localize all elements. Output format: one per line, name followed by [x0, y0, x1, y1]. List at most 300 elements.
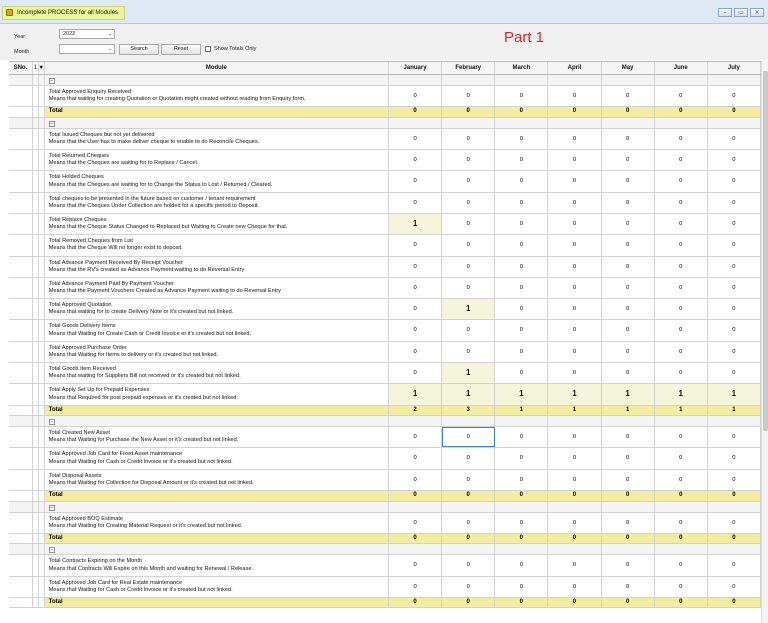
grid-header-row: [9, 61, 761, 75]
month-value-cell[interactable]: 1: [389, 214, 442, 234]
sno-cell: [9, 363, 33, 383]
month-value-cell[interactable]: 0: [442, 193, 495, 213]
month-value-cell[interactable]: 0: [389, 555, 442, 575]
sno-cell: [9, 544, 33, 554]
month-value-cell[interactable]: 1: [442, 363, 495, 383]
item-description: Means that Waiting for Items to delivery or it's created but not linked.: [48, 351, 219, 358]
year-label: Year: [14, 34, 26, 40]
item-description: Means that Waiting for Purchase the New Asset or it's created but not linked.: [48, 437, 239, 444]
module-description-cell: [45, 427, 389, 447]
module-description-cell: [45, 235, 389, 255]
month-value-cell[interactable]: 0: [495, 299, 548, 319]
item-description: Means that the RV's created as Advance Payment waiting to do Reversal Entry: [48, 266, 245, 273]
table-row[interactable]: [9, 235, 761, 256]
month-value-cell[interactable]: 0: [389, 427, 442, 447]
month-value-cell[interactable]: 0: [655, 513, 708, 533]
window-controls: [718, 8, 764, 17]
total-label: Total: [45, 534, 389, 544]
minimize-button[interactable]: [718, 8, 732, 17]
table-row[interactable]: [9, 257, 761, 278]
group-header[interactable]: [45, 416, 389, 426]
group-month-cell: [442, 544, 495, 554]
sno-cell: [9, 470, 33, 490]
module-description-cell: [45, 129, 389, 149]
chevron-down-icon: ⌄: [107, 46, 112, 52]
group-month-cell: [442, 75, 495, 85]
month-value-cell[interactable]: 0: [655, 129, 708, 149]
table-row[interactable]: [9, 129, 761, 150]
month-value-cell[interactable]: 0: [602, 86, 655, 106]
collapse-toggle-icon[interactable]: −: [50, 419, 54, 426]
item-title: Total Approved Job Card for Fixed Asset maintenance: [48, 451, 183, 458]
item-description: Means that the Cheques are waiting for to Change the Status to Lost / Returned / Cleared.: [48, 181, 273, 188]
month-value-cell[interactable]: 0: [389, 470, 442, 490]
sno-cell: [9, 129, 33, 149]
module-description-cell: [45, 257, 389, 277]
header-month-june[interactable]: June: [655, 62, 708, 74]
group-month-cell: [389, 75, 442, 85]
maximize-button[interactable]: [734, 8, 748, 17]
sno-cell: [9, 171, 33, 191]
item-title: Total Issued Cheques but not yet delivered: [48, 131, 155, 138]
month-value-cell[interactable]: 0: [548, 214, 601, 234]
group-month-cell: [495, 75, 548, 85]
month-value-cell[interactable]: 0: [495, 555, 548, 575]
month-value-cell[interactable]: 0: [442, 257, 495, 277]
month-value-cell[interactable]: 0: [389, 363, 442, 383]
total-value-cell: 2: [389, 406, 442, 416]
month-value-cell[interactable]: 0: [548, 470, 601, 490]
month-value-cell[interactable]: 0: [389, 299, 442, 319]
total-value-cell: 0: [708, 107, 761, 117]
app-icon: [6, 9, 13, 16]
month-value-cell[interactable]: 0: [708, 129, 761, 149]
month-value-cell[interactable]: 0: [548, 129, 601, 149]
group-month-cell: [495, 544, 548, 554]
filter-icon: ▾: [39, 65, 43, 71]
sno-cell: [9, 384, 33, 404]
total-value-cell: 0: [495, 107, 548, 117]
month-value-cell[interactable]: 0: [389, 320, 442, 340]
month-value-cell[interactable]: 0: [655, 235, 708, 255]
month-value-cell[interactable]: 0: [442, 555, 495, 575]
total-value-cell: 0: [389, 534, 442, 544]
module-description-cell: [45, 448, 389, 468]
month-value-cell[interactable]: 0: [495, 427, 548, 447]
group-row[interactable]: [9, 502, 761, 513]
month-value-cell[interactable]: 0: [389, 193, 442, 213]
group-month-cell: [655, 75, 708, 85]
month-value-cell[interactable]: 0: [602, 513, 655, 533]
total-value-cell: 3: [442, 406, 495, 416]
total-value-cell: 0: [389, 491, 442, 501]
month-value-cell[interactable]: 0: [602, 299, 655, 319]
month-select[interactable]: [59, 44, 115, 54]
group-month-cell: [708, 416, 761, 426]
total-value-cell: 0: [548, 598, 601, 608]
month-value-cell[interactable]: 0: [548, 448, 601, 468]
header-sno[interactable]: SNo.: [9, 62, 33, 74]
search-button[interactable]: Search: [119, 44, 159, 55]
table-row[interactable]: [9, 299, 761, 320]
month-value-cell[interactable]: 0: [495, 278, 548, 298]
item-title: Total cheques to be presented in the future based on customer / tenant requirement: [48, 195, 256, 202]
month-value-cell[interactable]: 0: [708, 470, 761, 490]
header-indicator[interactable]: 1: [33, 62, 39, 74]
month-value-cell[interactable]: 0: [495, 513, 548, 533]
month-value-cell[interactable]: 0: [602, 235, 655, 255]
month-value-cell[interactable]: 1: [442, 299, 495, 319]
month-value-cell[interactable]: 0: [548, 363, 601, 383]
month-value-cell[interactable]: 0: [708, 150, 761, 170]
month-value-cell[interactable]: 0: [708, 342, 761, 362]
module-description-cell: [45, 384, 389, 404]
month-value-cell[interactable]: 0: [548, 427, 601, 447]
total-value-cell: 0: [708, 491, 761, 501]
sno-cell: [9, 75, 33, 85]
total-row: [9, 406, 761, 417]
month-value-cell[interactable]: 0: [655, 363, 708, 383]
table-row[interactable]: [9, 555, 761, 576]
month-value-cell[interactable]: 0: [655, 470, 708, 490]
month-value-cell[interactable]: 0: [495, 320, 548, 340]
group-month-cell: [708, 118, 761, 128]
header-module[interactable]: Module: [45, 62, 389, 74]
module-description-cell: [45, 363, 389, 383]
month-value-cell[interactable]: 0: [655, 214, 708, 234]
month-value-cell[interactable]: 0: [442, 278, 495, 298]
month-value-cell[interactable]: 0: [548, 299, 601, 319]
item-description: Means that the Cheque Status Changed to Replaced but Waiting to Create new Cheque for that.: [48, 224, 288, 231]
month-value-cell[interactable]: 0: [708, 86, 761, 106]
month-value-cell[interactable]: 0: [495, 448, 548, 468]
header-month-january[interactable]: January: [389, 62, 442, 74]
item-description: Means that waiting for creating Quotation or Quotation might created without reading from Enquiry form.: [48, 96, 306, 103]
month-value-cell[interactable]: 0: [442, 577, 495, 597]
month-value-cell[interactable]: 1: [708, 384, 761, 404]
table-row[interactable]: [9, 171, 761, 192]
table-row[interactable]: [9, 86, 761, 107]
month-value-cell[interactable]: 0: [708, 427, 761, 447]
month-value-cell[interactable]: 0: [442, 448, 495, 468]
table-row[interactable]: [9, 470, 761, 491]
month-value-cell[interactable]: 0: [548, 171, 601, 191]
group-month-cell: [708, 75, 761, 85]
sno-cell: [9, 118, 33, 128]
item-title: Total Approved Enquiry Received: [48, 89, 132, 95]
month-value-cell[interactable]: 0: [655, 427, 708, 447]
month-value-cell[interactable]: 0: [389, 257, 442, 277]
group-month-cell: [389, 544, 442, 554]
item-description: Means that Waiting for Collection for Disposal Amount or it's created but not linked.: [48, 479, 254, 486]
table-row[interactable]: [9, 448, 761, 469]
module-description-cell: [45, 577, 389, 597]
month-value-cell[interactable]: 0: [708, 299, 761, 319]
total-value-cell: 0: [495, 534, 548, 544]
collapse-toggle-icon[interactable]: −: [50, 120, 54, 127]
table-row[interactable]: [9, 214, 761, 235]
month-value-cell[interactable]: 0: [548, 278, 601, 298]
month-value-cell[interactable]: 0: [495, 150, 548, 170]
item-description: Means that the Cheque Will no longer exist to deposit.: [48, 245, 183, 252]
month-value-cell[interactable]: 1: [602, 384, 655, 404]
month-value-cell[interactable]: 0: [495, 470, 548, 490]
sno-cell: [9, 427, 33, 447]
month-value-cell[interactable]: 0: [708, 513, 761, 533]
month-value-cell[interactable]: 0: [708, 555, 761, 575]
month-value-cell[interactable]: 0: [602, 363, 655, 383]
month-value-cell[interactable]: 0: [548, 577, 601, 597]
group-month-cell: [602, 502, 655, 512]
table-row[interactable]: [9, 427, 761, 448]
group-row[interactable]: [9, 118, 761, 129]
item-title: Total Goods Delivery Items: [48, 323, 116, 330]
process-grid: [9, 61, 761, 608]
month-value-cell[interactable]: 0: [655, 320, 708, 340]
month-value-cell[interactable]: 0: [602, 257, 655, 277]
module-description-cell: [45, 86, 389, 106]
month-value-cell[interactable]: 0: [708, 193, 761, 213]
month-value-cell[interactable]: 0: [655, 86, 708, 106]
group-row[interactable]: [9, 75, 761, 86]
group-month-cell: [389, 118, 442, 128]
month-value-cell[interactable]: 0: [708, 363, 761, 383]
month-value-cell[interactable]: 0: [495, 129, 548, 149]
group-header[interactable]: [45, 118, 389, 128]
group-month-cell: [548, 75, 601, 85]
month-value-cell[interactable]: 0: [389, 235, 442, 255]
month-value-cell[interactable]: 0: [495, 214, 548, 234]
sno-cell: [9, 406, 33, 416]
month-value-cell[interactable]: 0: [655, 299, 708, 319]
item-description: Means that Waiting for Cash or Credit Invoice or it's created but not linked.: [48, 458, 233, 465]
month-value-cell[interactable]: 0: [495, 342, 548, 362]
total-value-cell: 0: [548, 107, 601, 117]
group-row[interactable]: [9, 416, 761, 427]
month-value-cell[interactable]: 0: [442, 427, 495, 447]
month-value-cell[interactable]: 0: [708, 448, 761, 468]
month-value-cell[interactable]: 0: [708, 214, 761, 234]
total-value-cell: 0: [442, 107, 495, 117]
header-month-may[interactable]: May: [602, 62, 655, 74]
total-row: [9, 491, 761, 502]
total-value-cell: 0: [495, 491, 548, 501]
month-value-cell[interactable]: 0: [655, 577, 708, 597]
group-month-cell: [655, 502, 708, 512]
month-value-cell[interactable]: 0: [602, 577, 655, 597]
scrollbar-thumb[interactable]: [763, 71, 768, 431]
month-value-cell[interactable]: 0: [389, 342, 442, 362]
month-value-cell[interactable]: 0: [548, 86, 601, 106]
month-value-cell[interactable]: 0: [602, 342, 655, 362]
close-button[interactable]: [750, 8, 764, 17]
table-row[interactable]: [9, 384, 761, 405]
month-value-cell[interactable]: 0: [495, 577, 548, 597]
month-value-cell[interactable]: 0: [442, 320, 495, 340]
month-value-cell[interactable]: 0: [548, 257, 601, 277]
table-row[interactable]: [9, 320, 761, 341]
month-value-cell[interactable]: 0: [495, 257, 548, 277]
month-value-cell[interactable]: 0: [655, 342, 708, 362]
month-value-cell[interactable]: 0: [442, 86, 495, 106]
group-header[interactable]: [45, 544, 389, 554]
month-value-cell[interactable]: 1: [655, 384, 708, 404]
month-value-cell[interactable]: 0: [495, 86, 548, 106]
item-title: Total Approved BOQ Estimate: [48, 515, 124, 522]
month-value-cell[interactable]: 0: [655, 555, 708, 575]
month-value-cell[interactable]: 0: [442, 171, 495, 191]
header-month-april[interactable]: April: [548, 62, 601, 74]
collapse-toggle-icon[interactable]: −: [50, 547, 54, 554]
collapse-toggle-icon[interactable]: −: [50, 78, 54, 84]
month-value-cell[interactable]: 0: [389, 150, 442, 170]
month-value-cell[interactable]: 0: [602, 193, 655, 213]
total-label: Total: [45, 491, 389, 501]
month-value-cell[interactable]: 0: [442, 129, 495, 149]
table-row[interactable]: [9, 342, 761, 363]
table-row[interactable]: [9, 363, 761, 384]
month-value-cell[interactable]: 0: [548, 235, 601, 255]
sno-cell: [9, 235, 33, 255]
month-value-cell[interactable]: 0: [655, 278, 708, 298]
table-row[interactable]: [9, 193, 761, 214]
header-month-march[interactable]: March: [495, 62, 548, 74]
month-value-cell[interactable]: 0: [602, 320, 655, 340]
month-value-cell[interactable]: 0: [655, 257, 708, 277]
window-title-chip: [2, 6, 125, 20]
month-value-cell[interactable]: 0: [602, 448, 655, 468]
month-value-cell[interactable]: 0: [442, 235, 495, 255]
month-value-cell[interactable]: 0: [708, 278, 761, 298]
month-value-cell[interactable]: 0: [495, 235, 548, 255]
total-value-cell: 1: [708, 406, 761, 416]
month-value-cell[interactable]: 0: [602, 214, 655, 234]
total-value-cell: 0: [708, 534, 761, 544]
group-month-cell: [548, 502, 601, 512]
table-row[interactable]: [9, 278, 761, 299]
item-title: Total Contracts Expiring on the Month: [48, 558, 142, 565]
month-value-cell[interactable]: 0: [602, 427, 655, 447]
filter-bar: [0, 24, 768, 60]
group-month-cell: [602, 118, 655, 128]
month-value-cell[interactable]: 0: [548, 193, 601, 213]
month-value-cell[interactable]: 0: [602, 278, 655, 298]
month-value-cell[interactable]: 0: [602, 171, 655, 191]
month-value-cell[interactable]: 0: [708, 320, 761, 340]
table-row[interactable]: [9, 577, 761, 598]
sno-cell: [9, 214, 33, 234]
group-month-cell: [442, 118, 495, 128]
month-value-cell[interactable]: 0: [442, 470, 495, 490]
month-value-cell[interactable]: 0: [708, 577, 761, 597]
month-value-cell[interactable]: 0: [602, 555, 655, 575]
total-value-cell: 0: [655, 107, 708, 117]
month-value-cell[interactable]: 0: [602, 129, 655, 149]
sno-cell: [9, 448, 33, 468]
module-description-cell: [45, 342, 389, 362]
total-value-cell: 0: [655, 491, 708, 501]
month-value-cell[interactable]: 0: [495, 193, 548, 213]
module-description-cell: [45, 278, 389, 298]
month-value-cell[interactable]: 0: [708, 257, 761, 277]
sno-cell: [9, 107, 33, 117]
group-header[interactable]: [45, 502, 389, 512]
total-value-cell: 0: [655, 598, 708, 608]
header-month-july[interactable]: July: [708, 62, 761, 74]
reset-button[interactable]: Reset: [161, 44, 201, 55]
month-value-cell[interactable]: 0: [389, 448, 442, 468]
month-value-cell[interactable]: 0: [655, 193, 708, 213]
month-value-cell[interactable]: 0: [548, 513, 601, 533]
vertical-scrollbar[interactable]: [761, 61, 768, 623]
show-totals-checkbox[interactable]: [205, 46, 211, 52]
header-month-february[interactable]: February: [442, 62, 495, 74]
module-description-cell: [45, 555, 389, 575]
month-value-cell[interactable]: 0: [548, 342, 601, 362]
sno-cell: [9, 491, 33, 501]
total-row: [9, 107, 761, 118]
month-value-cell[interactable]: 0: [655, 150, 708, 170]
year-select[interactable]: [59, 29, 115, 39]
month-value-cell[interactable]: 0: [708, 235, 761, 255]
month-value-cell[interactable]: 0: [389, 577, 442, 597]
month-value-cell[interactable]: 1: [389, 384, 442, 404]
month-value-cell[interactable]: 0: [655, 171, 708, 191]
month-value-cell[interactable]: 0: [602, 470, 655, 490]
sno-cell: [9, 320, 33, 340]
sno-cell: [9, 534, 33, 544]
sno-cell: [9, 193, 33, 213]
month-value-cell[interactable]: 0: [442, 214, 495, 234]
maximize-icon: ▭: [738, 9, 744, 16]
table-row[interactable]: [9, 513, 761, 534]
month-value-cell[interactable]: 0: [389, 513, 442, 533]
month-value-cell[interactable]: 0: [442, 150, 495, 170]
month-value-cell[interactable]: 1: [442, 384, 495, 404]
group-month-cell: [495, 118, 548, 128]
month-value-cell[interactable]: 0: [442, 513, 495, 533]
item-description: Means that the User has to make deliver cheque to enable to do Reconcile Cheques.: [48, 139, 260, 145]
close-icon: ×: [754, 9, 760, 16]
month-value-cell[interactable]: 0: [602, 150, 655, 170]
month-value-cell[interactable]: 0: [548, 150, 601, 170]
item-description: Means that Contracts Will Expire on this Month and waiting for Renewal / Release.: [48, 565, 253, 572]
month-value-cell[interactable]: 0: [389, 278, 442, 298]
month-value-cell[interactable]: 0: [548, 320, 601, 340]
item-title: Total Advance Payment Received By Receipt Voucher: [48, 259, 183, 266]
month-value-cell[interactable]: 0: [442, 342, 495, 362]
month-value-cell[interactable]: 0: [655, 448, 708, 468]
month-value-cell[interactable]: 0: [495, 171, 548, 191]
month-value-cell[interactable]: 0: [389, 86, 442, 106]
group-header[interactable]: [45, 75, 389, 85]
sno-cell: [9, 416, 33, 426]
month-value-cell[interactable]: 1: [495, 384, 548, 404]
month-value-cell[interactable]: 1: [548, 384, 601, 404]
month-value-cell[interactable]: 0: [389, 129, 442, 149]
month-value-cell[interactable]: 0: [389, 171, 442, 191]
item-description: Means that the Cheques are waiting for to Replace / Cancel.: [48, 160, 199, 167]
sno-cell: [9, 150, 33, 170]
month-value-cell[interactable]: 0: [495, 363, 548, 383]
group-row[interactable]: [9, 544, 761, 555]
collapse-toggle-icon[interactable]: −: [50, 504, 54, 511]
group-month-cell: [548, 544, 601, 554]
month-value-cell[interactable]: 0: [708, 171, 761, 191]
month-value-cell[interactable]: 0: [548, 555, 601, 575]
table-row[interactable]: [9, 150, 761, 171]
module-description-cell: [45, 299, 389, 319]
